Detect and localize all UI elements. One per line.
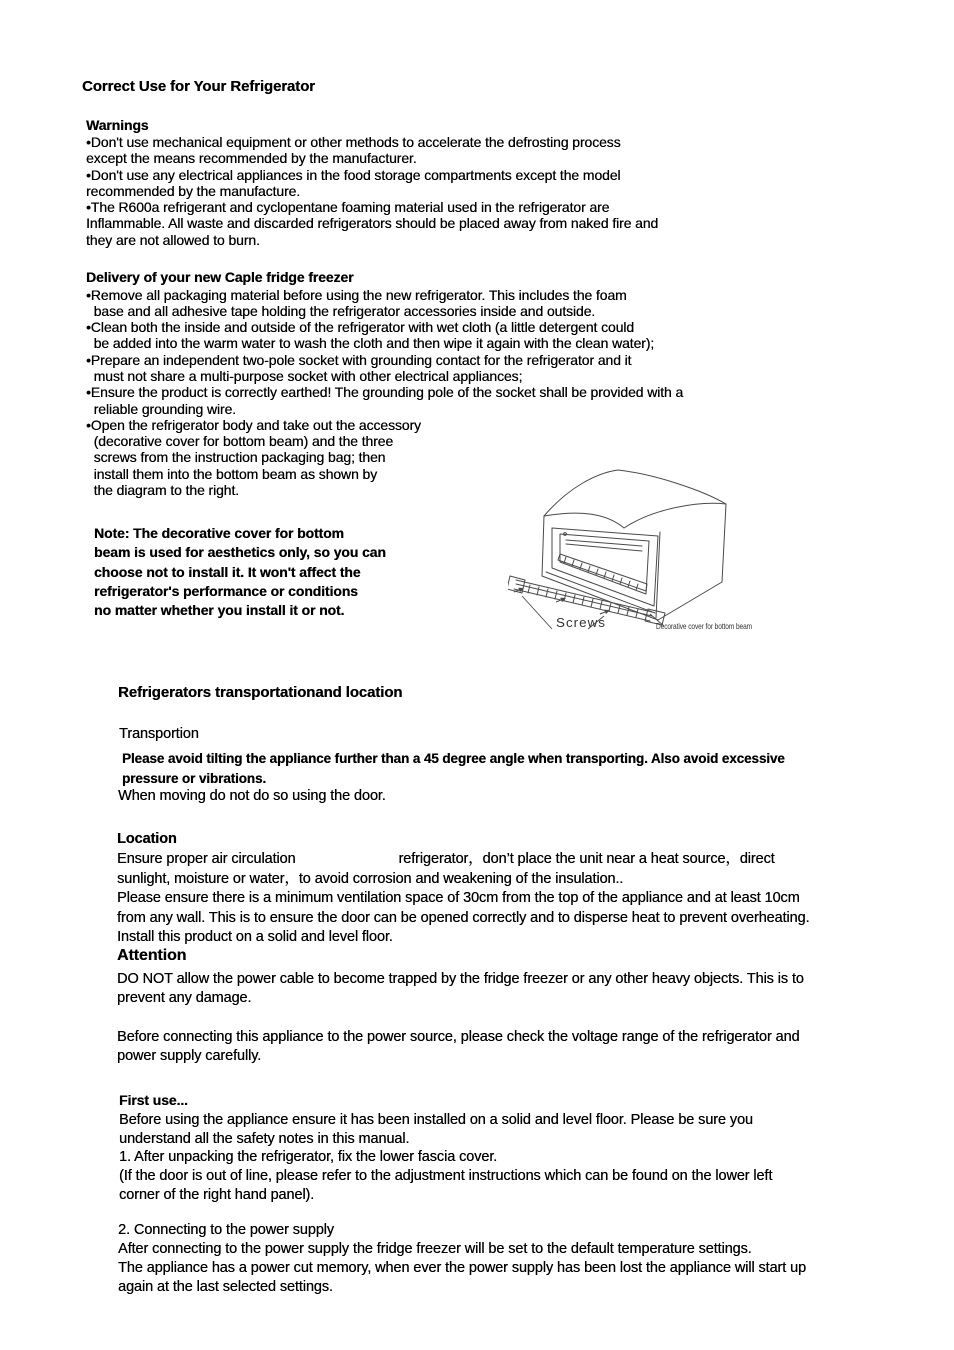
delivery-line: be added into the warm water to wash the cloth and then wipe it again with the clean water); [86,335,655,352]
delivery-line: •Prepare an independent two-pole socket with grounding contact for the refrigerator and it [86,351,632,368]
attention-line: power supply carefully. [117,1047,262,1064]
fridge-body-drawing [542,470,726,620]
first-use-line: 1. After unpacking the refrigerator, fix the lower fascia cover. [119,1149,498,1166]
attention-section [117,946,804,1066]
screw-icons [513,587,609,616]
delivery-line: •Open the refrigerator body and take out the accessory [86,416,421,433]
power-supply-line: After connecting to the power supply the fridge freezer will be set to the default temperature settings. [118,1241,752,1257]
note-line: beam is used for aesthetics only, so you can [94,544,386,561]
warnings-line: Inflammable. All waste and discarded refrigerators should be placed away from naked fire and [86,215,659,232]
moving-note-line: When moving do not do so using the door. [118,788,386,804]
location-section [117,828,809,948]
attention-paragraph [117,1028,804,1067]
first-use-line: (If the door is out of line, please refer to the adjustment instructions which can be found on the lower left [119,1168,773,1185]
delivery-line: (decorative cover for bottom beam) and the three [86,433,394,450]
transport-warning-line: Please avoid tilting the appliance further than a 45 degree angle when transporting. Also avoid excessive [122,751,785,766]
location-line-part: refrigerator，don’t place the unit near a heat source，direct [398,851,775,867]
delivery-line: install them into the bottom beam as shown by [86,465,378,482]
note-paragraph [94,524,386,620]
first-use-line: understand all the safety notes in this manual. [119,1130,410,1147]
delivery-heading: Delivery of your new Caple fridge freezer [86,269,354,285]
delivery-line: screws from the instruction packaging bag; then [86,449,386,466]
location-line: from any wall. This is to ensure the door can be opened correctly and to disperse heat to prevent overheating. [117,909,810,926]
attention-heading: Attention [117,947,187,964]
location-line: Install this product on a solid and level floor. [117,929,393,946]
warnings-line: •The R600a refrigerant and cyclopentane foaming material used in the refrigerator are [86,199,610,216]
power-supply-line: The appliance has a power cut memory, when ever the power supply has been lost the appliance will start up [118,1260,806,1276]
location-line [117,850,809,870]
transport-location-heading: Refrigerators transportationand location [118,684,403,701]
first-use-line: corner of the right hand panel). [119,1186,315,1203]
transportion-label: Transportion [119,726,199,742]
warnings-line: •Don't use mechanical equipment or other methods to accelerate the defrosting process [86,134,621,150]
delivery-line: base and all adhesive tape holding the refrigerator accessories inside and outside. [86,302,596,319]
attention-line: prevent any damage. [117,990,252,1007]
location-line: Please ensure there is a minimum ventilation space of 30cm from the top of the appliance and at least 10cm [117,890,800,907]
power-supply-line: 2. Connecting to the power supply [118,1222,334,1238]
screws-label: Screws [556,615,606,630]
warnings-line: recommended by the manufacture. [86,182,301,199]
warnings-line: they are not allowed to burn. [86,231,260,248]
delivery-line: •Clean both the inside and outside of the refrigerator with wet cloth (a little detergent could [86,319,634,336]
location-heading: Location [117,831,177,847]
location-line: sunlight, moisture or water，to avoid corrosion and weakening of the insulation.. [117,870,624,887]
transport-warning-paragraph [122,749,785,788]
note-line: Note: The decorative cover for bottom [94,525,344,541]
fridge-diagram-drawing [508,466,770,641]
power-supply-section [118,1221,806,1297]
warnings-heading: Warnings [86,117,149,133]
delivery-line: must not share a multi-purpose socket with other electrical appliances; [86,367,523,384]
note-line: no matter whether you install it or not. [94,602,345,619]
attention-line: DO NOT allow the power cable to become trapped by the fridge freezer or any other heavy objects. This is to [117,971,804,987]
first-use-heading: First use... [119,1092,188,1108]
attention-paragraph [117,970,804,1009]
delivery-section [86,269,683,498]
warnings-section [86,116,658,248]
first-use-line: Before using the appliance ensure it has been installed on a solid and level floor. Please be sure you [119,1112,753,1128]
note-line: choose not to install it. It won't affect the [94,563,361,580]
warnings-line: except the means recommended by the manufacturer. [86,150,417,167]
decorative-cover-label: Decorative cover for bottom beam [656,622,753,631]
delivery-line: •Remove all packaging material before using the new refrigerator. This includes the foam [86,286,627,303]
attention-line: Before connecting this appliance to the power source, please check the voltage range of the refrigerator and [117,1028,800,1045]
delivery-line: reliable grounding wire. [86,400,236,417]
first-use-section [119,1090,772,1205]
location-line-part: Ensure proper air circulation [117,851,296,867]
transport-warning-line: pressure or vibrations. [122,770,266,786]
page-title: Correct Use for Your Refrigerator [82,78,315,95]
delivery-line: •Ensure the product is correctly earthed! The grounding pole of the socket shall be provided with a [86,384,684,401]
fridge-bottom-beam-diagram [508,466,770,641]
power-supply-line: again at the last selected settings. [118,1279,333,1295]
delivery-line: the diagram to the right. [86,482,239,499]
warnings-line: •Don't use any electrical appliances in the food storage compartments except the model [86,166,621,183]
note-line: refrigerator's performance or conditions [94,582,358,599]
